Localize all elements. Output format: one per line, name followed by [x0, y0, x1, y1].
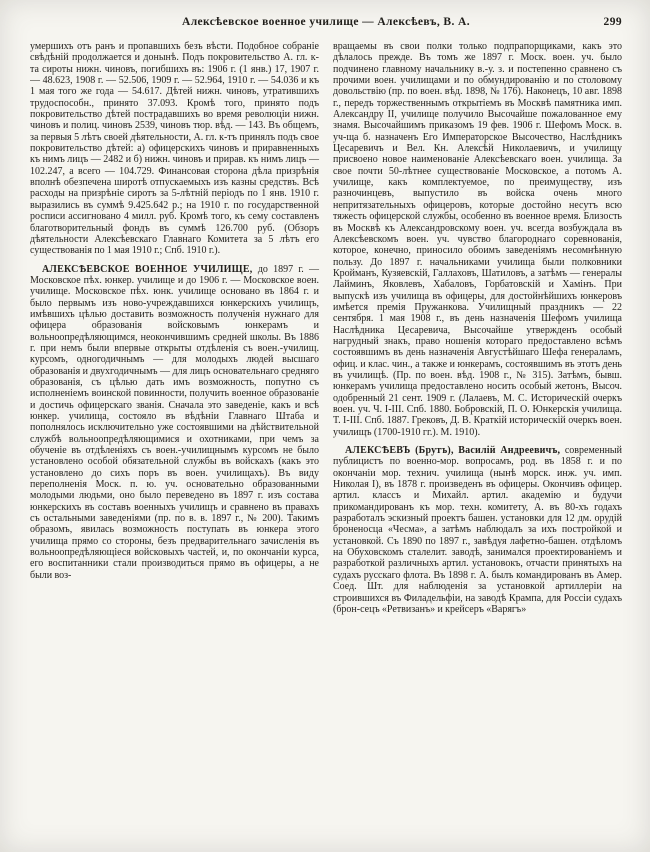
right-column [333, 41, 622, 841]
entry-paragraph: АЛЕКСѢЕВЪ (Брутъ), Василій Андреевичъ, современный публицистъ по военно-мор. вопросамъ, род. въ 1858 г. и по окончаніи мор. технич. училища (нынѣ морск. инж. уч. имп. Николая I), въ 1878 г. произведенъ въ офицеры. Окончивъ офицер. артил. классъ и Михайл. артил. академію и будучи прикомандированъ къ мор. техн. комитету, А. въ 80-хъ годахъ разработалъ эскизный проектъ башен. установки для 12 дм. орудій броненосца «Чесма», а затѣмъ наблюдалъ за ихъ постройкой и установкой. Съ 1890 по 1897 г., завѣдуя лафетно-башен. отдѣломъ на Обуховскомъ сталелит. заводѣ, занимался проектированіемъ и разработкой различныхъ артил. установокъ, отчасти принятыхъ на судахъ русскаго флота. Въ 1898 г. А. былъ командированъ въ Амер. Соед. Шт. для наблюденія за установкой артиллеріи на строившихся въ Филадельфіи, на заводѣ Крампа, для Россіи судахъ (брон-сецъ «Ретвизанъ» и крейсеръ «Варягъ» [333, 445, 622, 615]
entry-paragraph: АЛЕКСѢЕВСКОЕ ВОЕННОЕ УЧИЛИЩЕ, до 1897 г. — Московское пѣх. юнкер. училище и до 1906 г. — Московское воен. училище. Московское пѣх. юнк. училище основано въ 1864 г. и было первымъ изъ ново-учреждавшихся юнкерскихъ училищъ, имѣвшихъ цѣлью доставить возможность полученія нужнаго для офицера образованія войсковымъ юнкерамъ и вольноопредѣляющимся, неокончившимъ средней школы. Въ 1886 г. при немъ были впервые открыты отдѣленія съ воен.-училищ. курсомъ, одногодичнымъ — для молодыхъ людей высшаго образованія и двухгодичнымъ — для лицъ основательнаго средняго образованія, съ цѣлью дать имъ возможность, попутно съ исполненіемъ воинской повинности, получить военное образованіе и достичь офицерскаго званія. Сначала это заведеніе, какъ и всѣ юнкер. училища, состояло въ вѣдѣніи Главнаго Штаба и пополнялось исключительно уже состоявшими на дѣйствительной службѣ вольноопредѣляющимися и охотниками, при чемъ за обученіе въ отдѣленіяхъ съ воен.-училищнымъ курсомъ не было установлено особой обязательной службы въ войскахъ (какъ это установлено до сихъ поръ въ воен. училищахъ). Въ виду переполненія Моск. п. ю. уч. основательно образованными молодыми людьми, оно было переведено въ 1897 г. изъ состава юнкерскихъ въ составъ военныхъ училищъ и сравнено въ правахъ съ остальными заведеніями (пр. по в. в. 1897 г., № 200). Такимъ образомъ, явилась возможность поступать въ юнкера этого училища прямо со стороны, безъ предварительнаго зачисленія въ вольноопредѣляющіеся войсковыхъ частей, и, по окончаніи курса, его воспитанники стали производиться прямо въ офицеры, а не были воз- [30, 263, 320, 581]
continuation-paragraph: вращаемы въ свои полки только подпрапорщиками, какъ это дѣлалось прежде. Въ томъ же 1897 г. Моск. воен. уч. было подчинено главному начальнику в.-у. з. и постепенно сравнено съ прочими воен. училищами и по обмундированію и по столовому довольствію (пр. по воен. вѣд. 1898, № 176). Наконецъ, 10 авг. 1898 г., передъ торжественнымъ открытіемъ въ Москвѣ памятника имп. Александру II, училище получило Высочайше пожалованное ему знамя. Высочайшимъ приказомъ 19 фев. 1906 г. Шефомъ Моск. в. уч-ща б. назначенъ Его Императорское Высочество, Наслѣдникъ Цесаревичъ и Вел. Кн. Алексѣй Николаевичъ, и училищу присвоено новое наименованіе Алексѣевскаго воен. училища. За свое почти 50-лѣтнее существованіе Московское, а потомъ А. училище, какъ комплектуемое, по преимуществу, изъ разночинцевъ, выпустило въ войска очень много непритязательныхъ офицеровъ, которые достойно несутъ всю тяжесть офицерской службы, особенно въ военное время. Близость въ Москвѣ къ Александровскому воен. уч. всегда возбуждала въ Алексѣевскомъ воен. уч. чувство благороднаго соревнованія, которое, конечно, приносило обоимъ заведеніямъ несомнѣнную пользу. До 1897 г. начальниками училища были полковники Кройманъ, Кузяевскій, Галлаховъ, Шатиловъ, а затѣмъ — генералы Лайминъ, Яковлевъ, Хабаловъ, Горбатовскій и Хамінъ. При выпускѣ изъ училища въ офицеры, для достойнѣйшихъ юнкеровъ имѣется премія Пружанкова. Училищный праздникъ — 22 сентября. 1 мая 1908 г., въ день назначенія Шефомъ училища Наслѣдника Цесаревича, Высочайше утвержденъ особый нагрудный знакъ, право ношенія котораго предоставлено всѣмъ состоявшимъ въ день назначенія Августѣйшаго Шефа генераламъ, офиц. и клас. чин., а также и юнкерамъ, состоявшимъ въ этотъ день въ училищѣ. (Пр. по воен. вѣд. 1908 г., № 315). Затѣмъ, бывш. юнкерамъ училища предоставлено носить особый жетонъ, Высоч. одобренный 21 сент. 1909 г. (Лалаевъ, М. С. Историческій очеркъ воен. уч. Ч. I-III. Спб. 1880. Бобровскій, П. О. Юнкерскія училища. Т. I-III. Спб. 1887. Грековъ, Д. В. Краткій историческій очеркъ воен. училищъ (1700-1910 гг.). М. 1910). [333, 41, 622, 438]
page-number: 299 [603, 16, 622, 28]
continuation-paragraph: умершихъ отъ ранъ и пропавшихъ безъ вѣсти. Подобное собраніе свѣдѣній продолжается и донынѣ. Подъ покровительство А. гл. к-та сироты нижн. чиновъ, погибшихъ въ: 1906 г. (1 янв.) 17, 1907 г. — 48.623, 1908 г. — 52.506, 1909 г. — 52.964, 1910 г. — 54.036 и къ 1 мая того же года — 54.617. Дѣтей нижн. чиновъ, утратившихъ трудоспособн., принято 37.093. Кромѣ того, принято подъ покровительство дѣтей пострадавшихъ во время революціи нижн. чиновъ и полиц. чиновъ 2539, чиновъ тюр. вѣд. — 143. Въ общемъ, за первыя 5 лѣтъ своей дѣятельности, А. гл. к-тъ принялъ подъ свое покровительство дѣтей: а) офицерскихъ чиновъ и приравненныхъ къ нимъ лицъ — 2482 и б) нижн. чиновъ и прирав. къ нимъ лицъ — 102.247, а всего — 104.729. Финансовая сторона дѣла призрѣнія вполнѣ обезпечена широтѣ отпускаемыхъ изъ казны средствъ. Всѣ расходы на призрѣніе сиротъ за 5-лѣтній періодъ по 1 янв. 1910 г. выразились въ суммѣ 9.425.642 р.; на 1910 г. по государственной росписи ассигновано 4 милл. руб. Кромѣ того, къ сему составленъ благотворительный фондъ въ суммѣ 126.700 руб. (Обзоръ дѣятельности Алексѣевскаго Главнаго Комитета за 5 лѣтъ его существованія по 1 мая 1910 г.; Спб. 1910 г.). [30, 41, 319, 257]
text-columns [30, 41, 622, 841]
running-title: Алексѣевское военное училище — Алексѣевъ, В. А. [181, 16, 471, 28]
entry-heading: АЛЕКСѢЕВЪ (Брутъ), Василій Андреевичъ, [345, 445, 565, 457]
page-header [30, 16, 622, 32]
left-column [30, 41, 319, 841]
entry-heading: АЛЕКСѢЕВСКОЕ ВОЕННОЕ УЧИЛИЩЕ, [42, 263, 258, 275]
